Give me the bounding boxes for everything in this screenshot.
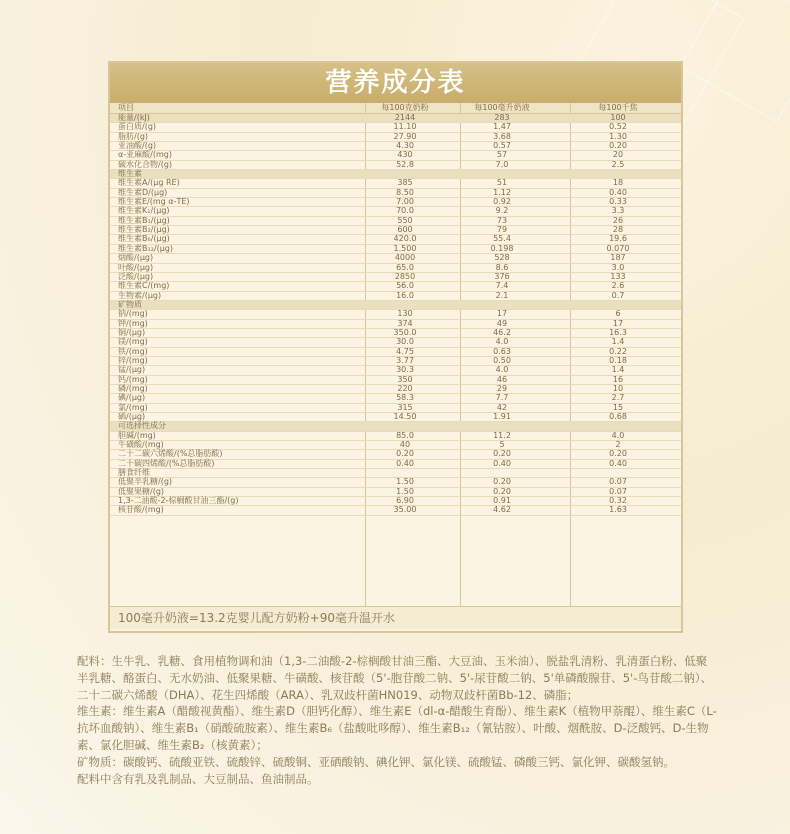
value-per-100kj: 0.20: [609, 141, 627, 151]
row-label: 镁/(mg): [118, 337, 148, 347]
value-per-100g: 65.0: [396, 262, 414, 272]
row-label: 二十二碳六烯酸/(%总脂肪酸): [118, 449, 223, 459]
row-label: α-亚麻酸/(mg): [118, 150, 172, 160]
value-per-100ml: 0.91: [493, 496, 511, 506]
row-label: 钾/(mg): [118, 318, 148, 328]
nutrition-table-panel: [108, 61, 683, 633]
row-label: 生物素/(μg): [118, 290, 162, 300]
row-label: 铁/(mg): [118, 346, 148, 356]
value-per-100ml: 29: [496, 383, 508, 393]
value-per-100kj: 2: [615, 440, 621, 450]
value-per-100kj: 0.20: [609, 449, 627, 459]
value-per-100g: 70.0: [396, 206, 414, 216]
value-per-100kj: 17: [612, 318, 624, 328]
value-per-100g: 385: [397, 178, 413, 188]
row-label: 钠/(mg): [118, 309, 148, 319]
row-label: 维生素: [118, 169, 142, 179]
table-body: [110, 114, 681, 516]
table-row: [110, 460, 681, 469]
value-per-100kj: 15: [612, 402, 624, 412]
value-per-100kj: 28: [612, 225, 624, 235]
value-per-100kj: 0.22: [609, 346, 627, 356]
value-per-100kj: 2.6: [611, 281, 625, 291]
row-label: 叶酸/(μg): [118, 262, 154, 272]
row-label: 维生素B₁₂/(μg): [118, 243, 174, 253]
value-per-100g: 0.20: [396, 449, 414, 459]
value-per-100kj: 100: [610, 113, 626, 122]
ingredients-minerals: 矿物质：碳酸钙、硫酸亚铁、硫酸锌、硫酸铜、亚硒酸钠、碘化钾、氯化镁、硫酸锰、磷酸三钙、氯化钾、碳酸氢钠。: [77, 754, 675, 769]
value-per-100ml: 3.68: [493, 131, 511, 141]
table-title: 营养成分表: [110, 63, 681, 103]
value-per-100ml: 0.20: [493, 449, 511, 459]
value-per-100ml: 4.0: [495, 365, 509, 375]
value-per-100g: 30.0: [396, 337, 414, 347]
value-per-100ml: 51: [496, 178, 508, 188]
table-row: [110, 413, 681, 422]
value-per-100ml: 7.7: [495, 393, 509, 403]
value-per-100ml: 2.1: [495, 290, 509, 300]
row-label: 烟酸/(μg): [118, 253, 154, 263]
value-per-100g: 30.3: [396, 365, 414, 375]
row-label: 锰/(μg): [118, 365, 146, 375]
value-per-100g: 2850: [394, 271, 416, 281]
value-per-100kj: 2.5: [611, 159, 625, 169]
value-per-100g: 4.75: [396, 346, 414, 356]
value-per-100kj: 0.07: [609, 477, 627, 487]
value-per-100kj: 1.4: [611, 365, 625, 375]
value-per-100kj: 2.7: [611, 393, 625, 403]
value-per-100g: 16.0: [396, 290, 414, 300]
value-per-100g: 600: [397, 225, 413, 235]
value-per-100ml: 0.63: [493, 346, 511, 356]
value-per-100g: 2144: [394, 113, 416, 122]
allergen-note: 配料中含有乳及乳制品、大豆制品、鱼油制品。: [77, 771, 319, 786]
value-per-100ml: 79: [496, 225, 508, 235]
value-per-100g: 35.00: [393, 505, 417, 515]
row-label: 钙/(mg): [118, 374, 148, 384]
table-row: [110, 207, 681, 216]
row-label: 能量/(kJ): [118, 113, 150, 122]
ingredients-main: 配料：生牛乳、乳糖、食用植物调和油（1,3-二油酸-2-棕榈酸甘油三酯、大豆油、玉米油）、脱盐乳清粉、乳清蛋白粉、低聚半乳糖、酪蛋白、无水奶油、低聚果糖、牛磺酸、核苷酸（5'-胞苷酸二钠、5'-尿苷酸二钠、5'单磷酸腺苷、5'-鸟苷酸二钠）、二十二碳六烯酸（DHA）、花生四烯酸（ARA）、乳双歧杆菌HN019、动物双歧杆菌Bb-12、磷脂；: [77, 654, 713, 702]
value-per-100g: 3.77: [396, 355, 414, 365]
row-label: 蛋白质/(g): [118, 122, 157, 132]
value-per-100ml: 11.2: [493, 430, 511, 440]
header-per-100ml: 每100毫升奶液: [474, 103, 530, 112]
value-per-100g: 4.30: [396, 141, 414, 151]
value-per-100ml: 7.4: [495, 281, 509, 291]
row-label: 维生素A/(μg RE): [118, 178, 180, 188]
value-per-100g: 0.40: [396, 458, 414, 468]
table-row: [110, 142, 681, 151]
value-per-100kj: 187: [610, 253, 626, 263]
value-per-100kj: 1.30: [609, 131, 627, 141]
value-per-100kj: 3.3: [611, 206, 625, 216]
row-label: 锌/(mg): [118, 355, 148, 365]
value-per-100ml: 0.198: [490, 243, 514, 253]
value-per-100kj: 16: [612, 374, 624, 384]
value-per-100g: 1.50: [396, 477, 414, 487]
row-label: 低聚果糖/(g): [118, 486, 165, 496]
row-label: 矿物质: [118, 299, 142, 309]
value-per-100kj: 0.40: [609, 187, 627, 197]
row-label: 泛酸/(μg): [118, 271, 154, 281]
value-per-100kj: 10: [612, 383, 624, 393]
row-label: 维生素B₆/(μg): [118, 234, 170, 244]
row-label: 维生素K₁/(μg): [118, 206, 170, 216]
value-per-100g: 374: [397, 318, 413, 328]
value-per-100g: 420.0: [393, 234, 417, 244]
row-label: 牛磺酸/(mg): [118, 440, 164, 450]
row-label: 碘/(μg): [118, 393, 146, 403]
value-per-100g: 14.50: [393, 412, 417, 421]
row-label: 维生素B₂/(μg): [118, 225, 170, 235]
value-per-100ml: 57: [496, 150, 508, 160]
table-row: [110, 161, 681, 170]
table-row: [110, 366, 681, 375]
row-label: 碳水化合物/(g): [118, 159, 173, 169]
value-per-100ml: 46: [496, 374, 508, 384]
value-per-100g: 315: [397, 402, 413, 412]
row-label: 脂肪/(g): [118, 131, 149, 141]
row-label: 膳食纤维: [118, 468, 150, 478]
value-per-100ml: 4.62: [493, 505, 511, 515]
row-label: 胆碱/(mg): [118, 430, 156, 440]
value-per-100ml: 376: [494, 271, 510, 281]
value-per-100kj: 6: [615, 309, 621, 319]
row-label: 可选择性成分: [118, 421, 166, 431]
row-label: 维生素C/(mg): [118, 281, 170, 291]
value-per-100g: 58.3: [396, 393, 414, 403]
value-per-100ml: 1.12: [493, 187, 511, 197]
value-per-100ml: 55.4: [493, 234, 511, 244]
row-label: 低聚半乳糖/(g): [118, 477, 173, 487]
value-per-100g: 11.10: [393, 122, 417, 132]
value-per-100ml: 528: [494, 253, 510, 263]
table-row: [110, 292, 681, 301]
value-per-100kj: 0.7: [611, 290, 625, 300]
value-per-100g: 550: [397, 215, 413, 225]
value-per-100ml: 9.2: [495, 206, 509, 216]
table-row: [110, 506, 681, 515]
value-per-100g: 430: [397, 150, 413, 160]
value-per-100kj: 16.3: [609, 327, 627, 337]
row-label: 氯/(mg): [118, 402, 148, 412]
value-per-100g: 56.0: [396, 281, 414, 291]
reconstitution-note: 100毫升奶液=13.2克婴儿配方奶粉+90毫升温开水: [110, 606, 681, 629]
header-per-100kj: 每100千焦: [598, 103, 638, 112]
table-row: [110, 394, 681, 403]
value-per-100ml: 0.92: [493, 197, 511, 207]
value-per-100g: 85.0: [396, 430, 414, 440]
value-per-100ml: 1.47: [493, 122, 511, 132]
value-per-100kj: 0.52: [609, 122, 627, 132]
value-per-100ml: 4.0: [495, 337, 509, 347]
table-row: [110, 376, 681, 385]
value-per-100kj: 0.070: [606, 243, 630, 253]
value-per-100g: 350: [397, 374, 413, 384]
value-per-100kj: 0.40: [609, 458, 627, 468]
value-per-100ml: 0.40: [493, 458, 511, 468]
value-per-100ml: 0.50: [493, 355, 511, 365]
value-per-100ml: 0.20: [493, 477, 511, 487]
value-per-100ml: 5: [499, 440, 505, 450]
value-per-100ml: 0.20: [493, 486, 511, 496]
row-label: 二十碳四烯酸/(%总脂肪酸): [118, 458, 215, 468]
row-label: 铜/(μg): [118, 327, 146, 337]
table-row: [110, 310, 681, 319]
value-per-100ml: 283: [494, 113, 510, 122]
value-per-100ml: 42: [496, 402, 508, 412]
value-per-100ml: 7.0: [495, 159, 509, 169]
value-per-100g: 27.90: [393, 131, 417, 141]
value-per-100g: 130: [397, 309, 413, 319]
value-per-100g: 350.0: [393, 327, 417, 337]
value-per-100kj: 0.32: [609, 496, 627, 506]
value-per-100ml: 8.6: [495, 262, 509, 272]
value-per-100g: 40: [399, 440, 411, 450]
row-label: 1,3-二油酸-2-棕榈酸甘油三酯/(g): [118, 496, 239, 506]
value-per-100g: 1.50: [396, 486, 414, 496]
value-per-100g: 7.00: [396, 197, 414, 207]
value-per-100kj: 1.63: [609, 505, 627, 515]
header-item: 项目: [118, 103, 134, 112]
row-label: 核苷酸/(mg): [118, 505, 164, 515]
value-per-100g: 8.50: [396, 187, 414, 197]
value-per-100kj: 133: [610, 271, 626, 281]
value-per-100kj: 0.68: [609, 412, 627, 421]
value-per-100kj: 1.4: [611, 337, 625, 347]
row-label: 维生素E/(mg α-TE): [118, 197, 190, 207]
row-label: 磷/(mg): [118, 383, 148, 393]
section-row: [110, 170, 681, 179]
value-per-100ml: 46.2: [493, 327, 511, 337]
value-per-100kj: 18: [612, 178, 624, 188]
value-per-100ml: 17: [496, 309, 508, 319]
value-per-100kj: 19.6: [609, 234, 627, 244]
value-per-100g: 4000: [394, 253, 416, 263]
ingredients-text: [77, 653, 717, 787]
value-per-100g: 1.500: [393, 243, 417, 253]
value-per-100g: 6.90: [396, 496, 414, 506]
value-per-100ml: 49: [496, 318, 508, 328]
section-row: [110, 301, 681, 310]
row-label: 硒/(μg): [118, 412, 146, 421]
value-per-100kj: 26: [612, 215, 624, 225]
value-per-100ml: 0.57: [493, 141, 511, 151]
value-per-100kj: 0.33: [609, 197, 627, 207]
header-per-100g: 每100克奶粉: [381, 103, 429, 112]
value-per-100g: 52.8: [396, 159, 414, 169]
value-per-100ml: 73: [496, 215, 508, 225]
table-row: [110, 432, 681, 441]
value-per-100kj: 0.07: [609, 486, 627, 496]
value-per-100ml: 1.91: [493, 412, 511, 421]
row-label: 维生素D/(μg): [118, 187, 168, 197]
row-label: 亚油酸/(g): [118, 141, 157, 151]
row-label: 维生素B₁/(μg): [118, 215, 170, 225]
value-per-100g: 220: [397, 383, 413, 393]
value-per-100kj: 3.0: [611, 262, 625, 272]
ingredients-vitamins: 维生素：维生素A（醋酸视黄酯）、维生素D（胆钙化醇）、维生素E（dl-α-醋酸生育酚）、维生素K（植物甲萘醌）、维生素C（L-抗坏血酸钠）、维生素B₁（硝酸硫胺素）、维生素B₆（盐酸吡哆醇）、维生素B₁₂（氰钴胺）、叶酸、烟酰胺、D-泛酸钙、D-生物素、氯化胆碱、维生素B₂（核黄素）；: [77, 704, 717, 752]
value-per-100kj: 20: [612, 150, 624, 160]
value-per-100kj: 0.18: [609, 355, 627, 365]
table-row: [110, 217, 681, 226]
value-per-100kj: 4.0: [611, 430, 625, 440]
